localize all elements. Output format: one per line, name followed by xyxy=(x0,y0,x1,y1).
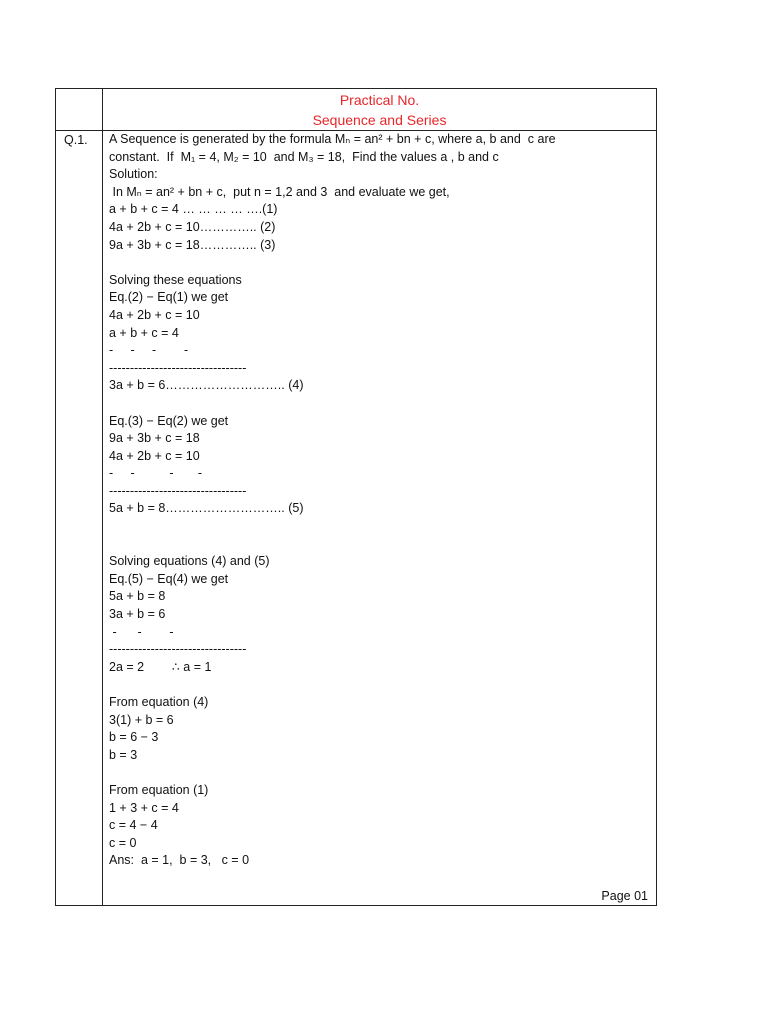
content-line: 3(1) + b = 6 xyxy=(109,712,174,727)
content-line: - - - - xyxy=(109,466,203,481)
content-line: --------------------------------- xyxy=(109,642,247,657)
content-line: Eq.(3) − Eq(2) we get xyxy=(109,413,229,428)
question-number: Q.1. xyxy=(64,133,88,147)
content-line: Eq.(5) − Eq(4) we get xyxy=(109,571,229,586)
content-line: - - - - xyxy=(109,343,189,358)
content-line xyxy=(109,395,648,413)
content-line: 3a + b = 6 xyxy=(109,607,166,622)
content-line: 4a + 2b + c = 10 xyxy=(109,307,200,322)
content-line: Solution: xyxy=(109,167,158,182)
content-line: 1 + 3 + c = 4 xyxy=(109,800,179,815)
content-line xyxy=(109,676,648,694)
column-divider xyxy=(102,89,103,905)
content-line: In Mₙ = an² + bn + c, put n = 1,2 and 3 and evaluate we get, xyxy=(109,184,450,199)
content-line: constant. If M₁ = 4, M₂ = 10 and M₃ = 18, Find the values a , b and c xyxy=(109,149,499,164)
content-line: 2a = 2 ∴ a = 1 xyxy=(109,659,212,674)
document-table xyxy=(55,88,657,906)
content-line xyxy=(109,536,648,554)
content-line: 5a + b = 8……………………….. (5) xyxy=(109,501,304,516)
content-line: b = 3 xyxy=(109,747,138,762)
content-line: 4a + 2b + c = 10………….. (2) xyxy=(109,219,276,234)
question-content xyxy=(109,131,648,870)
content-line: Solving these equations xyxy=(109,272,242,287)
content-line: a + b + c = 4 xyxy=(109,325,179,340)
content-line: 3a + b = 6……………………….. (4) xyxy=(109,378,304,393)
content-line: 9a + 3b + c = 18………….. (3) xyxy=(109,237,276,252)
page-number: Page 01 xyxy=(601,889,648,903)
content-line: 4a + 2b + c = 10 xyxy=(109,448,200,463)
content-line: --------------------------------- xyxy=(109,360,247,375)
content-line: From equation (4) xyxy=(109,695,209,709)
content-line: a + b + c = 4 … … … … ….(1) xyxy=(109,202,278,217)
content-line xyxy=(109,254,648,272)
content-line: b = 6 − 3 xyxy=(109,730,159,745)
content-line: - - - xyxy=(109,624,174,639)
content-line: Solving equations (4) and (5) xyxy=(109,554,270,569)
content-line: A Sequence is generated by the formula Mₙ = an² + bn + c, where a, b and c are xyxy=(109,132,556,146)
content-line: Ans: a = 1, b = 3, c = 0 xyxy=(109,853,250,868)
content-line: c = 4 − 4 xyxy=(109,818,158,833)
title-line-topic: Sequence and Series xyxy=(312,112,447,128)
content-line xyxy=(109,764,648,782)
content-line: Eq.(2) − Eq(1) we get xyxy=(109,290,229,305)
content-line: 9a + 3b + c = 18 xyxy=(109,431,200,446)
content-line: c = 0 xyxy=(109,835,137,850)
content-line: 5a + b = 8 xyxy=(109,589,166,604)
content-line: From equation (1) xyxy=(109,782,209,797)
title-line-practical: Practical No. xyxy=(339,92,420,108)
page-title xyxy=(103,90,656,130)
content-line: --------------------------------- xyxy=(109,483,247,498)
content-line xyxy=(109,518,648,536)
